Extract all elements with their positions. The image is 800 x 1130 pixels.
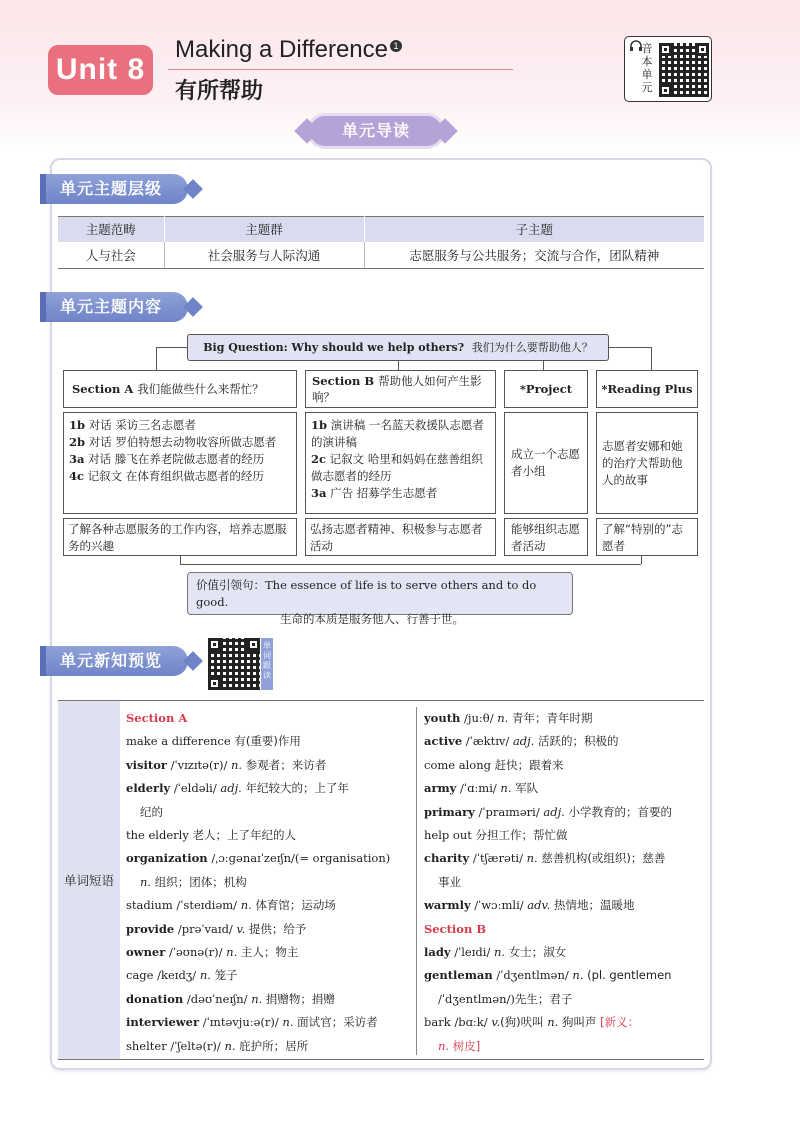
- vocab-meaning: (狗)吠叫: [500, 1015, 544, 1030]
- vocab-entry: [424, 894, 704, 917]
- theme-levels-table: [58, 216, 704, 269]
- big-question: [187, 334, 609, 361]
- qr-finder: [247, 638, 260, 651]
- value-label: 价值引领句：: [196, 578, 265, 592]
- vocab-meaning: 狗叫声: [561, 1015, 597, 1030]
- vocab-phrase: the elderly: [126, 828, 189, 843]
- vocab-pos: n.: [547, 1015, 559, 1030]
- section-b-header: [305, 370, 496, 408]
- value-chinese: 生命的本质是服务他人、行善于世。: [280, 612, 464, 626]
- unit-title-text: Making a Difference: [175, 36, 388, 63]
- vocab-pos: n.: [572, 968, 584, 983]
- vocab-entry: [424, 847, 704, 870]
- section-b-items: [305, 412, 496, 514]
- section-heading-preview: 单元新知预览: [46, 646, 188, 676]
- new-meaning-tag: [新义：: [600, 1015, 640, 1030]
- vocab-pos: adj.: [220, 781, 242, 796]
- unit-badge: Unit 8: [48, 45, 153, 95]
- vocab-meaning: 慈善机构(或组织)；慈善: [541, 851, 666, 866]
- vocab-phrase: bark /bɑːk/: [424, 1015, 488, 1030]
- vocab-entry: [424, 988, 704, 1011]
- section-a-title-cn: 我们能做些什么来帮忙？: [137, 381, 264, 396]
- item-text: 记叙文 在体育组织做志愿者的经历: [87, 469, 264, 483]
- vocab-meaning: (pl. gentlemen: [587, 968, 672, 983]
- vocab-phonetic: /ˈɪntəvjuːə(r)/: [202, 1015, 279, 1030]
- connector-line: [180, 556, 181, 564]
- vocab-meaning: 笼子: [214, 968, 238, 983]
- item-text: 广告 招募学生志愿者: [330, 486, 438, 500]
- vocab-word: interviewer: [126, 1015, 200, 1030]
- vocab-entry: [126, 941, 412, 964]
- vocab-pos: n.: [251, 991, 263, 1006]
- item-code: 3a: [311, 486, 327, 500]
- vocab-pos: n.: [230, 757, 243, 772]
- vocab-entry: [424, 824, 704, 847]
- vocab-meaning: 纪的: [140, 804, 163, 819]
- footnote-marker: 1: [390, 40, 402, 52]
- vocab-side-label: 单词短语: [58, 701, 120, 1059]
- vocab-pos: adj.: [543, 804, 565, 819]
- vocab-word: primary: [424, 804, 475, 819]
- table-cell: 志愿服务与公共服务；交流与合作，团队精神: [364, 242, 704, 269]
- vocab-phrase: shelter /ˈʃeltə(r)/: [126, 1038, 221, 1053]
- vocab-meaning: 事业: [438, 874, 461, 889]
- vocab-meaning: 组织；团体；机构: [154, 874, 247, 889]
- list-item: [309, 417, 492, 451]
- vocab-phonetic: /ˈwɔːmli/: [474, 898, 524, 913]
- vocab-pos: n.: [438, 1038, 450, 1053]
- vocab-pos: n.: [224, 1038, 236, 1053]
- vocab-meaning: 活跃的；积极的: [538, 734, 619, 749]
- item-code: 3a: [69, 452, 85, 466]
- table-header-cell: 主题群: [164, 217, 364, 242]
- vocab-phrase: help out: [424, 828, 472, 843]
- vocab-pos: n.: [282, 1015, 294, 1030]
- vocab-pos: v.: [491, 1015, 501, 1030]
- list-item: [67, 417, 293, 434]
- table-cell: 社会服务与人际沟通: [164, 242, 364, 269]
- vocab-meaning: 女士；淑女: [508, 945, 567, 960]
- vocab-entry: [424, 1035, 704, 1058]
- vocab-phrase: stadium /ˈsteɪdiəm/: [126, 898, 238, 913]
- vocab-entry: [126, 988, 412, 1011]
- vocab-pos: n.: [226, 945, 238, 960]
- title-divider: [168, 69, 513, 70]
- vocab-phonetic: /ˈəʊnə(r)/: [168, 945, 223, 960]
- project-goal: 能够组织志愿者活动: [504, 518, 588, 556]
- vocab-entry: [126, 894, 412, 917]
- vocab-entry: [126, 801, 412, 824]
- vocab-entry: [424, 801, 704, 824]
- vocab-word: lady: [424, 945, 451, 960]
- item-code: 1b: [69, 418, 86, 432]
- vocab-entry: [126, 964, 412, 987]
- qr-tag-label: 单词跟读: [261, 638, 273, 690]
- column-divider: [416, 707, 417, 1055]
- vocab-meaning: 军队: [515, 781, 539, 796]
- section-a-goal: 了解各种志愿服务的工作内容，培养志愿服务的兴趣: [63, 518, 297, 556]
- vocab-entry: [126, 918, 412, 941]
- vocab-pos: adj.: [512, 734, 535, 749]
- table-header-row: [58, 217, 704, 242]
- vocab-phonetic: /ˈpraɪməri/: [478, 804, 540, 819]
- section-a-header: [63, 370, 297, 408]
- connector-line: [543, 361, 544, 370]
- vocab-phonetic: /ˈtʃærəti/: [472, 851, 523, 866]
- item-code: 2b: [69, 435, 86, 449]
- vocab-entry: [424, 918, 704, 941]
- vocab-phonetic: /ˈvɪzɪtə(r)/: [170, 757, 228, 772]
- vocab-word: gentleman: [424, 968, 493, 983]
- vocab-entry: [126, 847, 412, 870]
- item-code: 1b: [311, 418, 328, 432]
- vocab-meaning: 热情地；温暖地: [553, 898, 635, 913]
- qr-finder: [659, 43, 672, 56]
- audio-label-col1: 音本单元: [641, 42, 653, 94]
- vocab-meaning: 主人；物主: [240, 945, 299, 960]
- connector-line: [180, 564, 641, 565]
- vocab-entry: [424, 871, 704, 894]
- vocab-phonetic: /ˌɔːɡənaɪˈzeɪʃn/(= organisation): [211, 851, 391, 866]
- qr-code[interactable]: [659, 43, 709, 97]
- vocab-meaning: 面试官；采访者: [297, 1015, 378, 1030]
- qr-finder: [659, 84, 672, 97]
- vocab-entry: [126, 730, 412, 753]
- connector-line: [156, 347, 187, 348]
- unit-title-english: [175, 36, 402, 64]
- vocab-word: army: [424, 781, 457, 796]
- vocab-phonetic: /ˈɑːmi/: [460, 781, 497, 796]
- vocab-phonetic: /ˈleɪdi/: [454, 945, 491, 960]
- unit-guide-banner: [310, 116, 442, 146]
- vocab-phrase: come along: [424, 757, 491, 772]
- vocab-entry: [424, 1011, 704, 1034]
- vocab-meaning: 树皮]: [452, 1038, 481, 1053]
- vocab-phonetic: /ˈeldəli/: [173, 781, 217, 796]
- value-statement: [187, 572, 573, 626]
- vocab-meaning: 年纪较大的；上了年: [245, 781, 349, 796]
- vocab-meaning: 庇护所；居所: [239, 1038, 309, 1053]
- section-heading-levels: 单元主题层级: [46, 174, 188, 204]
- section-b-title-en: Section B: [312, 374, 375, 388]
- vocab-meaning: 小学教育的；首要的: [568, 804, 672, 819]
- vocab-meaning: 赶快；跟着来: [494, 757, 564, 772]
- section-heading-content: 单元主题内容: [46, 292, 188, 322]
- table-header-cell: 主题范畴: [58, 217, 164, 242]
- vocab-meaning: 青年；青年时期: [511, 711, 593, 725]
- table-header-cell: 子主题: [364, 217, 704, 242]
- vocab-word: active: [424, 734, 463, 749]
- vocab-phonetic: /juːθ/: [464, 711, 494, 725]
- item-text: 成立一个志愿者小组: [511, 447, 580, 478]
- vocab-section-title: Section B: [424, 921, 487, 936]
- vocab-right-column: [424, 707, 704, 1058]
- item-text: 志愿者安娜和她的治疗犬帮助他人的故事: [602, 438, 683, 487]
- item-text: 对话 罗伯特想去动物收容所做志愿者: [88, 435, 277, 449]
- list-item: [309, 451, 492, 485]
- list-item: [67, 468, 293, 485]
- vocab-meaning: 先生；君子: [514, 991, 573, 1006]
- vocab-pos: n.: [240, 898, 252, 913]
- vocab-pos: n.: [526, 851, 538, 866]
- vocabulary-table: [58, 700, 704, 1060]
- vocab-entry: [126, 1011, 412, 1034]
- vocab-word: provide: [126, 921, 175, 936]
- vocab-meaning: 有(重要)作用: [234, 734, 301, 749]
- connector-line: [398, 361, 399, 370]
- item-code: 4c: [69, 469, 85, 483]
- vocab-entry: [126, 754, 412, 777]
- vocab-meaning: 提供；给予: [248, 921, 307, 936]
- vocab-phonetic: /ˈdʒentlmən/: [496, 968, 569, 983]
- vocab-phrase: cage /keɪdʒ/: [126, 968, 197, 983]
- reading-plus-goal: 了解“特别的”志愿者: [596, 518, 698, 556]
- vocab-word: organization: [126, 851, 208, 866]
- item-text: 对话 采访三名志愿者: [88, 418, 196, 432]
- list-item: [67, 451, 293, 468]
- vocab-word: owner: [126, 945, 166, 960]
- section-b-title-cn: 帮助他人如何产生影响？: [312, 374, 482, 404]
- section-a-title-en: Section A: [72, 381, 134, 396]
- vocab-meaning: 捐赠物；捐赠: [265, 991, 335, 1006]
- vocab-entry: [126, 777, 412, 800]
- vocab-qr-code[interactable]: [208, 638, 260, 690]
- vocab-phonetic: /dəʊˈneɪʃn/: [186, 991, 248, 1006]
- big-question-cn: 我们为什么要帮助他人？: [471, 341, 593, 354]
- vocab-word: charity: [424, 851, 470, 866]
- item-code: 2c: [311, 452, 327, 466]
- vocab-entry: [126, 824, 412, 847]
- vocab-pos: n.: [140, 874, 152, 889]
- table-row: [58, 242, 704, 269]
- vocab-word: elderly: [126, 781, 171, 796]
- vocab-meaning: 分担工作；帮忙做: [475, 828, 568, 843]
- unit-guide-title: 单元导读: [341, 121, 410, 140]
- vocab-entry: [126, 1035, 412, 1058]
- table-cell: 人与社会: [58, 242, 164, 269]
- vocab-phonetic: /prəˈvaɪd/: [177, 921, 233, 936]
- vocab-phonetic: /ˈdʒentlmən/): [438, 991, 515, 1006]
- unit-title-chinese: 有所帮助: [175, 79, 264, 104]
- vocab-left-column: [126, 707, 412, 1058]
- big-question-en: Big Question: Why should we help others?: [203, 341, 465, 354]
- vocab-phrase: make a difference: [126, 734, 231, 749]
- qr-finder: [208, 677, 221, 690]
- vocab-pos: n.: [500, 781, 512, 796]
- vocab-pos: n.: [493, 945, 506, 960]
- vocab-entry: [126, 707, 412, 730]
- vocab-word: youth: [424, 711, 461, 725]
- reading-plus-item: [596, 412, 698, 514]
- list-item: [309, 485, 492, 502]
- qr-finder: [208, 638, 221, 651]
- audio-resource-box[interactable]: [624, 36, 712, 102]
- project-header: *Project: [504, 370, 588, 408]
- qr-finder: [696, 43, 709, 56]
- vocab-entry: [424, 777, 704, 800]
- reading-plus-header: *Reading Plus: [596, 370, 698, 408]
- vocab-word: donation: [126, 991, 184, 1006]
- item-text: 演讲稿 一名蓝天救援队志愿者的演讲稿: [311, 418, 484, 449]
- connector-line: [156, 347, 157, 370]
- item-text: 对话 滕飞在养老院做志愿者的经历: [88, 452, 265, 466]
- section-b-goal: 弘扬志愿者精神、积极参与志愿者活动: [305, 518, 496, 556]
- vocab-pos: adv.: [527, 898, 551, 913]
- connector-line: [651, 347, 652, 370]
- value-english: The essence of life is to serve others and to do good.: [196, 578, 537, 609]
- item-text: 记叙文 哈里和妈妈在慈善组织做志愿者的经历: [311, 452, 483, 483]
- vocab-entry: [424, 754, 704, 777]
- vocab-pos: n.: [497, 711, 509, 725]
- section-a-items: [63, 412, 297, 514]
- vocab-word: warmly: [424, 898, 471, 913]
- vocab-entry: [424, 941, 704, 964]
- vocab-section-title: Section A: [126, 711, 188, 725]
- vocab-meaning: 体育馆；运动场: [255, 898, 336, 913]
- vocab-word: visitor: [126, 757, 167, 772]
- vocab-pos: n.: [199, 968, 211, 983]
- vocab-entry: [424, 730, 704, 753]
- list-item: [67, 434, 293, 451]
- vocab-meaning: 老人；上了年纪的人: [192, 828, 296, 843]
- vocab-phonetic: /ˈæktɪv/: [465, 734, 510, 749]
- vocab-entry: [424, 707, 704, 730]
- project-item: [504, 412, 588, 514]
- vocab-pos: v.: [236, 921, 246, 936]
- vocab-entry: [424, 964, 704, 987]
- vocab-entry: [126, 871, 412, 894]
- connector-line: [609, 347, 651, 348]
- connector-line: [641, 556, 642, 564]
- vocab-meaning: 参观者；来访者: [245, 757, 327, 772]
